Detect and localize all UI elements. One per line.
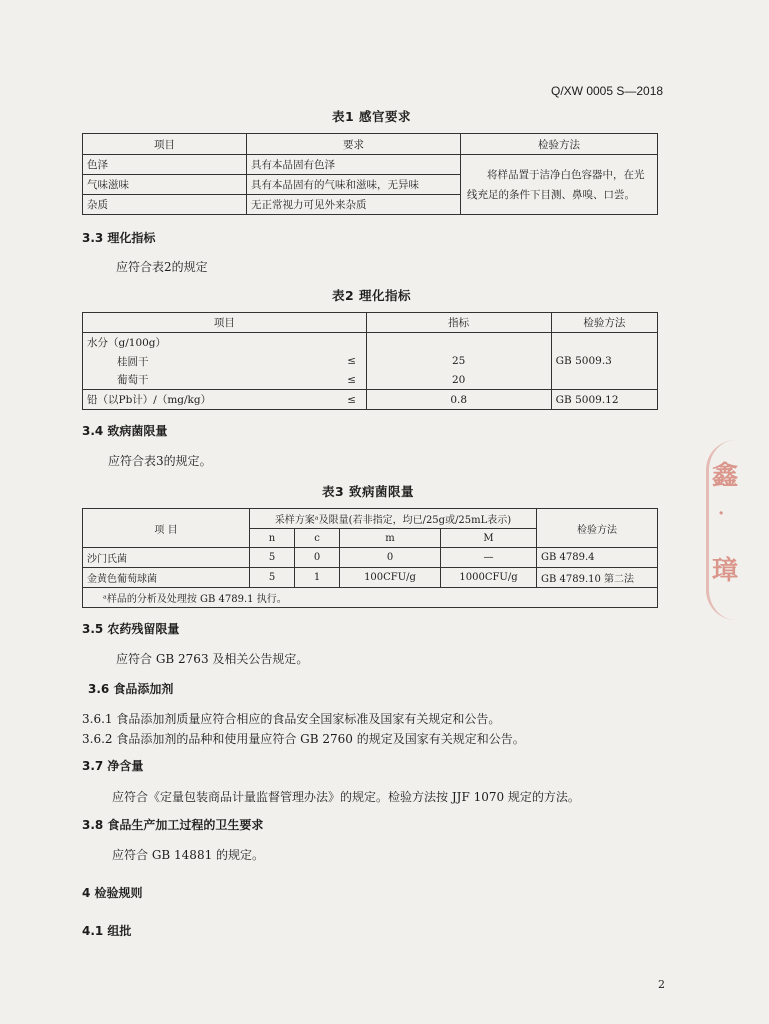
table1-header-method: 检验方法 (461, 134, 658, 155)
section-3-3-text: 应符合表2的规定 (116, 260, 208, 274)
table3-cell: 沙门氏菌 (83, 548, 250, 568)
table3-cell: 5 (250, 548, 295, 568)
table3-sub-c: c (295, 529, 340, 548)
table1-cell: 无正常视力可见外来杂质 (247, 195, 461, 215)
table2-header-item: 项目 (83, 313, 367, 333)
table3-sub-m: m (340, 529, 441, 548)
table2-item: 桂圆干 (83, 352, 338, 371)
table1-cell: 气味滋味 (83, 175, 247, 195)
table2-value: 0.8 (366, 390, 551, 410)
table3-cell: 金黄色葡萄球菌 (83, 568, 250, 588)
seal-stamp-glyph: 鑫 (712, 461, 739, 491)
section-3-5-text: 应符合 GB 2763 及相关公告规定。 (116, 652, 309, 666)
table3-cell: 0 (295, 548, 340, 568)
table3-header-plan: 采样方案ᵃ及限量(若非指定，均已/25g或/25mL表示) (250, 509, 537, 529)
table3-sub-n: n (250, 529, 295, 548)
table2-item: 铅（以Pb计）/（mg/kg） (83, 390, 338, 410)
table3-cell: 1 (295, 568, 340, 588)
section-3-4-text: 应符合表3的规定。 (108, 454, 212, 468)
table2-header-value: 指标 (366, 313, 551, 333)
section-3-6-heading: 3.6 食品添加剂 (88, 682, 174, 696)
table1-cell: 色泽 (83, 155, 247, 175)
table2-operator: ≤ (338, 390, 367, 410)
table2-operator: ≤ (338, 352, 367, 371)
table1-cell: 具有本品固有的气味和滋味，无异味 (247, 175, 461, 195)
table1-method-line2: 线充足的条件下目测、鼻嗅、口尝。 (467, 188, 635, 201)
table3 (82, 508, 658, 608)
table3-footnote: ᵃ样品的分析及处理按 GB 4789.1 执行。 (83, 588, 658, 608)
table2-method (551, 371, 657, 390)
section-4-heading: 4 检验规则 (82, 886, 143, 900)
section-4-1-heading: 4.1 组批 (82, 924, 132, 938)
section-3-5-heading: 3.5 农药残留限量 (82, 622, 180, 636)
table1 (82, 133, 658, 215)
page-number: 2 (658, 978, 665, 991)
table3-cell: GB 4789.4 (537, 548, 658, 568)
table1-header-requirement: 要求 (247, 134, 461, 155)
document-number: Q/XW 0005 S—2018 (551, 84, 664, 98)
table1-title: 表1 感官要求 (332, 109, 412, 124)
table2-value: 20 (366, 371, 551, 390)
table3-cell: 5 (250, 568, 295, 588)
table2-header-method: 检验方法 (551, 313, 657, 333)
table3-cell: GB 4789.10 第二法 (537, 568, 658, 588)
table1-method-cell (461, 155, 658, 215)
table3-sub-M: M (441, 529, 537, 548)
table3-cell: — (441, 548, 537, 568)
section-3-6-1-text: 3.6.1 食品添加剂质量应符合相应的食品安全国家标准及国家有关规定和公告。 (82, 712, 501, 726)
seal-stamp-glyph: · (718, 503, 725, 524)
section-3-8-text: 应符合 GB 14881 的规定。 (112, 848, 265, 862)
table3-header-method: 检验方法 (537, 509, 658, 548)
table2-value: 25 (366, 352, 551, 371)
table2-operator: ≤ (338, 371, 367, 390)
table3-cell: 1000CFU/g (441, 568, 537, 588)
table3-cell: 100CFU/g (340, 568, 441, 588)
table1-method-line1: 将样品置于洁净白色容器中，在光 (487, 168, 645, 181)
table2-method: GB 5009.3 (551, 352, 657, 371)
table2-item: 葡萄干 (83, 371, 338, 390)
table1-header-item: 项目 (83, 134, 247, 155)
section-3-7-heading: 3.7 净含量 (82, 759, 144, 773)
table1-cell: 具有本品固有色泽 (247, 155, 461, 175)
table2-method: GB 5009.12 (551, 390, 657, 410)
seal-stamp-glyph: 璋 (712, 556, 739, 586)
table2-empty-cell (551, 333, 657, 352)
table2-water-label: 水分（g/100g） (83, 333, 367, 352)
section-3-4-heading: 3.4 致病菌限量 (82, 424, 168, 438)
section-3-3-heading: 3.3 理化指标 (82, 231, 156, 245)
section-3-8-heading: 3.8 食品生产加工过程的卫生要求 (82, 818, 264, 832)
section-3-7-text: 应符合《定量包装商品计量监督管理办法》的规定。检验方法按 JJF 1070 规定的方法。 (112, 790, 580, 804)
table3-cell: 0 (340, 548, 441, 568)
table3-header-item: 项 目 (83, 509, 250, 548)
table2 (82, 312, 658, 410)
section-3-6-2-text: 3.6.2 食品添加剂的品种和使用量应符合 GB 2760 的规定及国家有关规定和公告。 (82, 732, 525, 746)
table2-empty-cell (366, 333, 551, 352)
table1-cell: 杂质 (83, 195, 247, 215)
table2-title: 表2 理化指标 (332, 288, 412, 303)
table3-title: 表3 致病菌限量 (322, 484, 415, 499)
